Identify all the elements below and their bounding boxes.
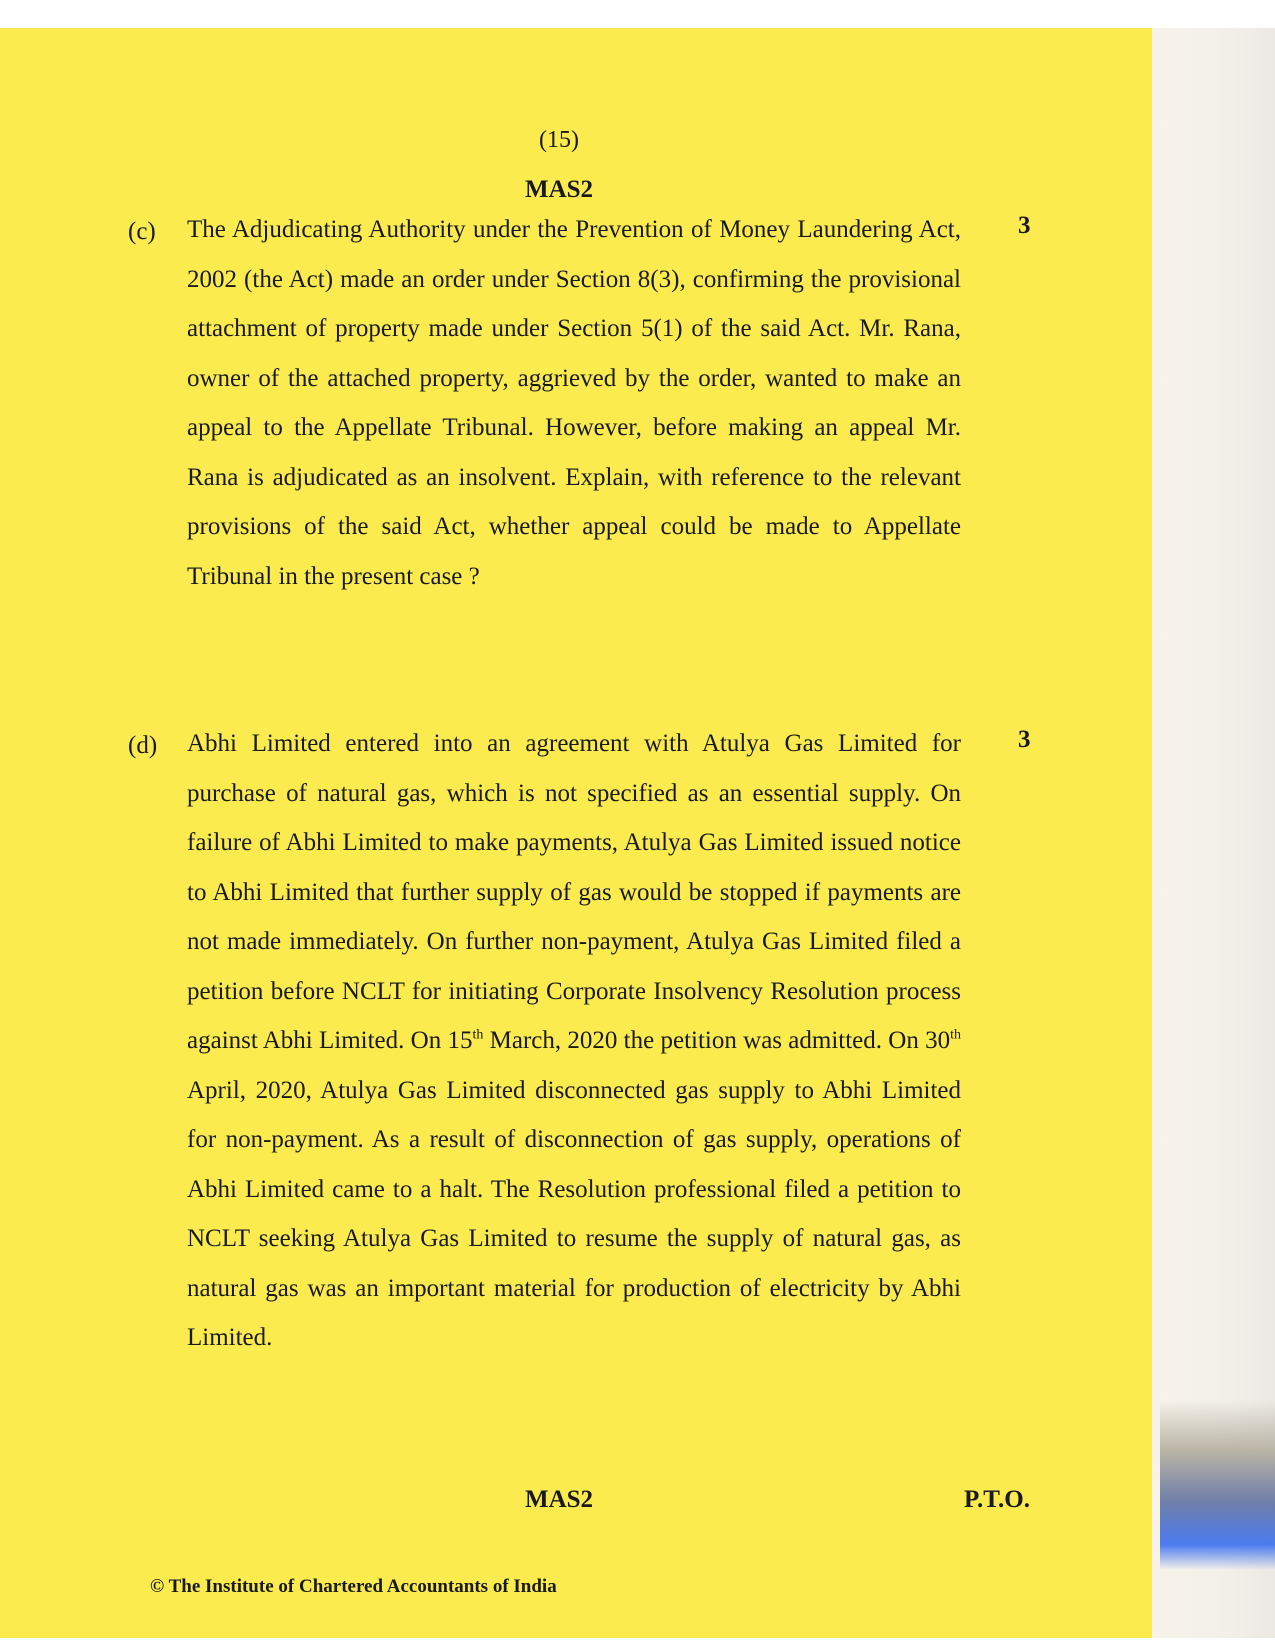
copyright-notice: © The Institute of Chartered Accountants of India: [150, 1576, 557, 1597]
ordinal-suffix: th: [472, 1027, 484, 1043]
pto-label: P.T.O.: [964, 1486, 1030, 1513]
question-d-marks: 3: [1018, 726, 1031, 753]
question-d-label: (d): [128, 732, 158, 759]
question-d-text-part2: March, 2020 the petition was admitted. On 30: [483, 1027, 951, 1054]
paper-code-header: MAS2: [524, 176, 594, 203]
scan-edge-artifact: [1160, 1400, 1275, 1570]
question-d-text-part1: Abhi Limited entered into an agreement with Atulya Gas Limited for purchase of natural gas, which is not specified as an essential supply. On failure of Abhi Limited to make payments, Atulya Gas Limited issued notice to Abhi Limited that further supply of gas would be stopped if payments are not made immediately. On further non-payment, Atulya Gas Limited filed a petition before NCLT for initiating Corporate Insolvency Resolution process against Abhi Limited. On 15: [187, 730, 961, 1054]
question-c-label: (c): [128, 218, 156, 245]
ordinal-suffix: th: [950, 1027, 962, 1043]
scan-edge: [1152, 28, 1275, 1638]
question-d-text: [187, 719, 961, 1363]
question-c-text: The Adjudicating Authority under the Prevention of Money Laundering Act, 2002 (the Act) made an order under Section 8(3), confirming the provisional attachment of property made under Section 5(1) of the said Act. Mr. Rana, owner of the attached property, aggrieved by the order, wanted to make an appeal to the Appellate Tribunal. However, before making an appeal Mr. Rana is adjudicated as an insolvent. Explain, with reference to the relevant provisions of the said Act, whether appeal could be made to Appellate Tribunal in the present case ?: [187, 216, 961, 590]
paper-code-footer: MAS2: [524, 1486, 594, 1513]
question-d-text-part3: April, 2020, Atulya Gas Limited disconnected gas supply to Abhi Limited for non-payment. As a result of disconnection of gas supply, operations of Abhi Limited came to a halt. The Resolution professional filed a petition to NCLT seeking Atulya Gas Limited to resume the supply of natural gas, as natural gas was an important material for production of electricity by Abhi Limited.: [187, 1076, 961, 1351]
question-c-marks: 3: [1018, 212, 1031, 239]
page-number: (15): [539, 127, 579, 153]
